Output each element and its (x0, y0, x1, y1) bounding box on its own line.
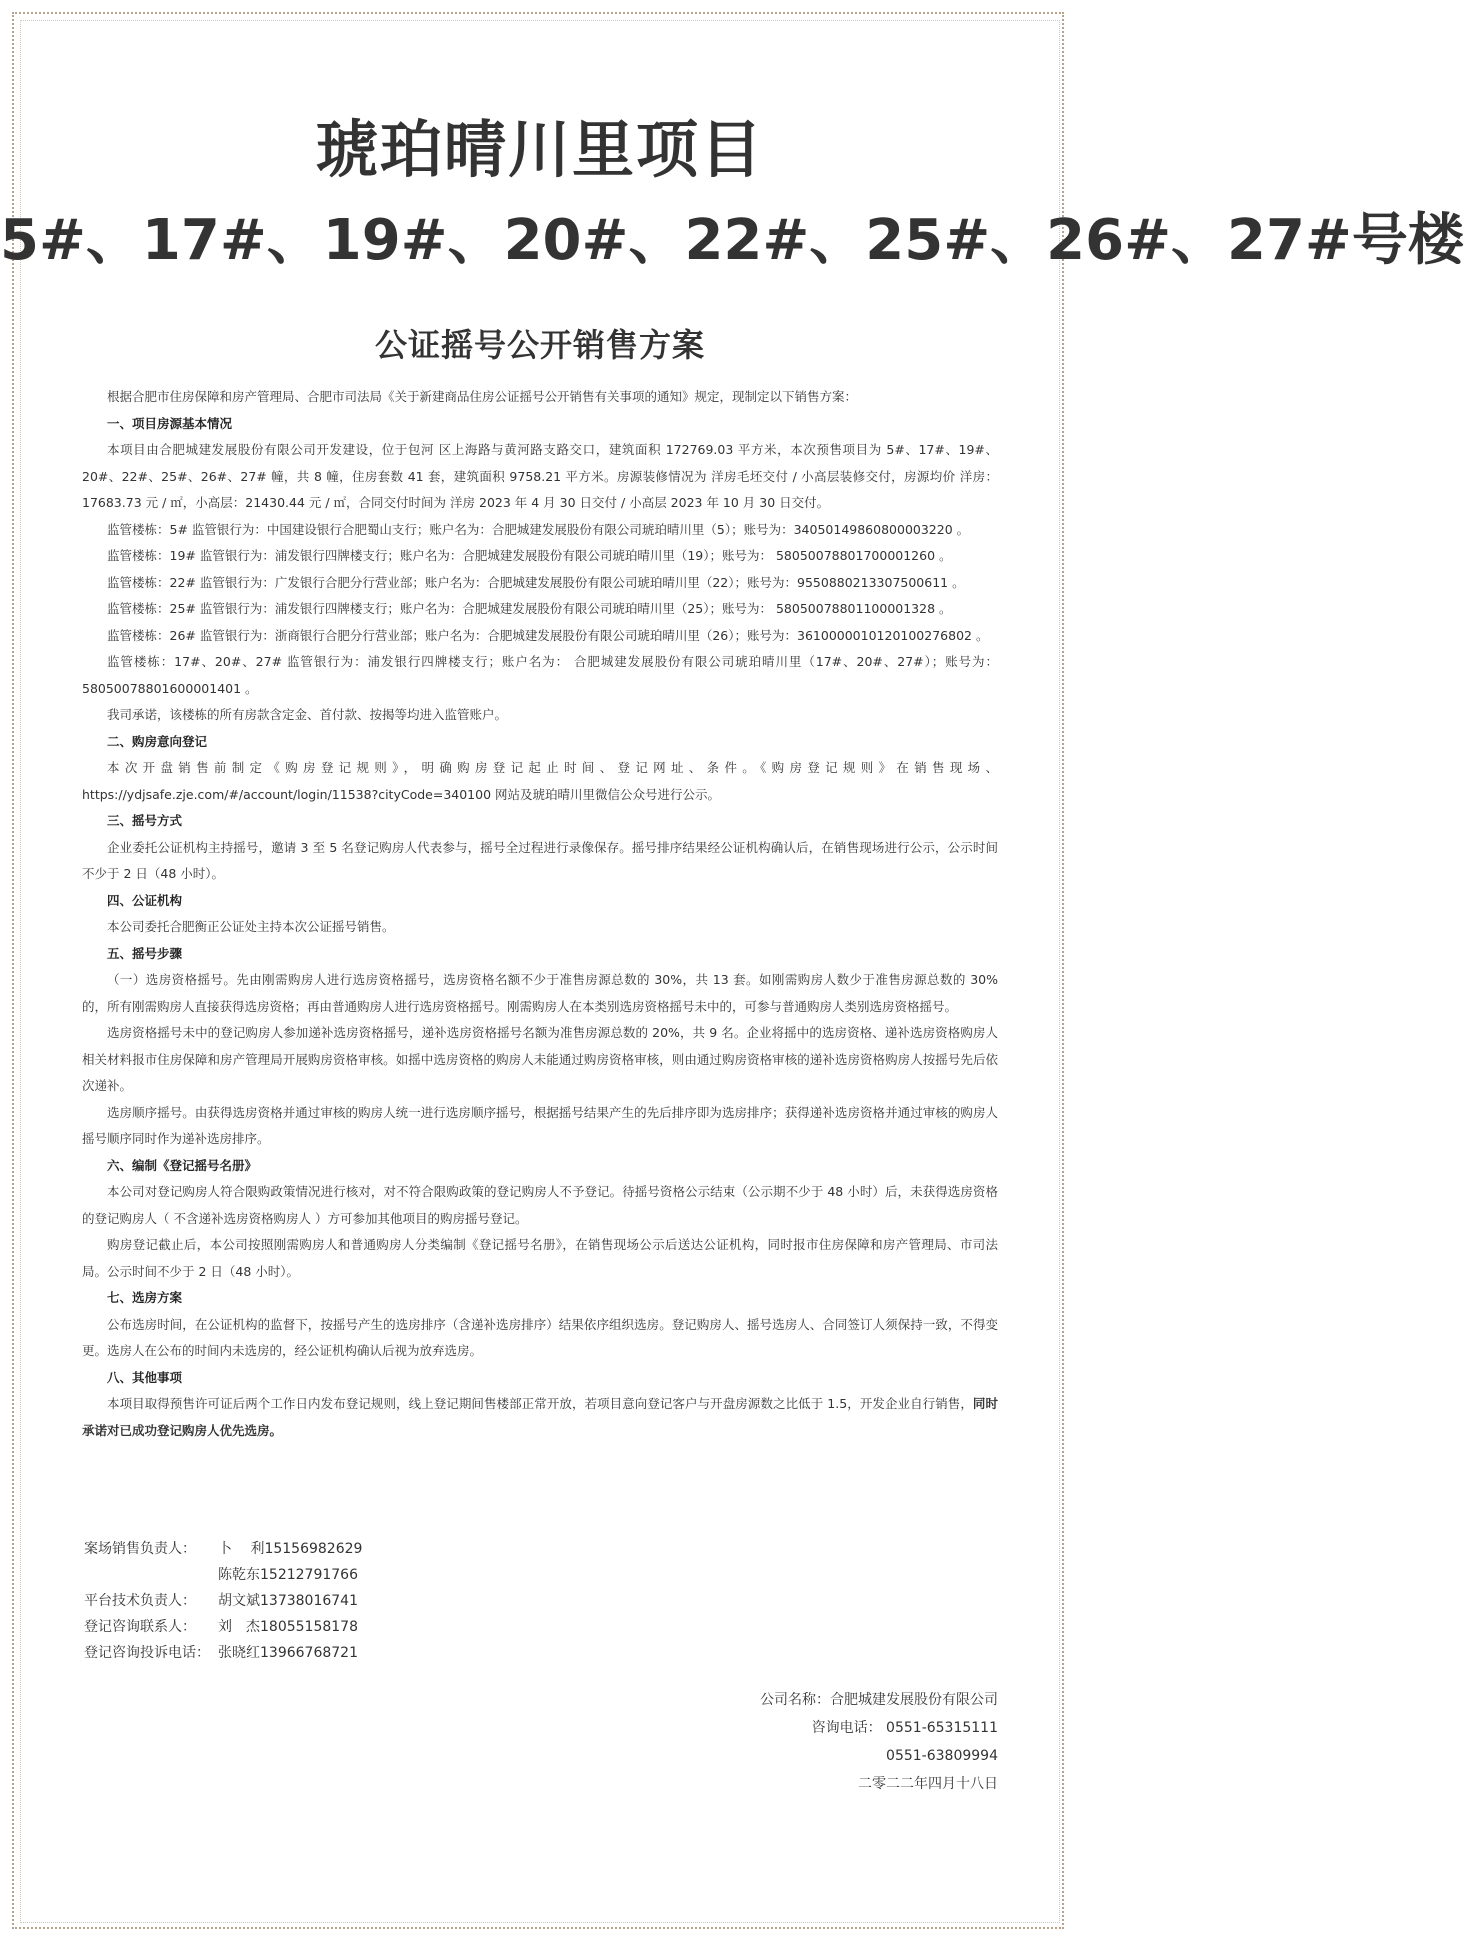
bank-account-line: 监管楼栋：26# 监管银行为：浙商银行合肥分行营业部；账户名为：合肥城建发展股份有限公司琥珀晴川里（26）；账号为：3610000010120100276802 。 (107, 627, 989, 643)
section-heading: 二、购房意向登记 (107, 733, 208, 749)
section-heading: 八、其他事项 (107, 1369, 183, 1385)
contact-list (84, 1536, 484, 1666)
section-heading: 三、摇号方式 (107, 813, 183, 828)
document-body (82, 384, 998, 1444)
section-paragraph: 本公司对登记购房人符合限购政策情况进行核对，对不符合限购政策的登记购房人不予登记。待摇号资格公示结束（公示期不少于 48 小时）后，未获得选房资格的登记购房人（ 不含递补选房资格购房人 ）方可参加其他项目的购房摇号登记。 (82, 1184, 998, 1226)
contact-label: 平台技术负责人： (84, 1593, 196, 1609)
contact-value: 胡文斌13738016741 (218, 1593, 358, 1609)
contact-value: 卜 利15156982629 (218, 1541, 363, 1557)
project-title: 琥珀晴川里项目 (315, 113, 764, 186)
other-matters-text: 本项目取得预售许可证后两个工作日内发布登记规则，线上登记期间售楼部正常开放，若项目意向登记客户与开盘房源数之比低于 1.5，开发企业自行销售， (107, 1396, 973, 1411)
section-heading: 四、公证机构 (107, 892, 183, 908)
intro-paragraph: 根据合肥市住房保障和房产管理局、合肥市司法局《关于新建商品住房公证摇号公开销售有关事项的通知》规定，现制定以下销售方案： (107, 389, 858, 404)
section-paragraph: 企业委托公证机构主持摇号，邀请 3 至 5 名登记购房人代表参与，摇号全过程进行录像保存。摇号排序结果经公证机构确认后，在销售现场进行公示，公示时间不少于 2 日（48 小时）。 (82, 839, 998, 881)
building-numbers-title: 5#、17#、19#、20#、22#、25#、26#、27#号楼 (0, 208, 1464, 273)
priority-commitment-text: 同时承诺对已成功登记购房人优先选房。 (82, 1396, 998, 1438)
contact-row (84, 1562, 484, 1588)
bank-account-line: 监管楼栋：19# 监管银行为：浦发银行四牌楼支行；账户名为：合肥城建发展股份有限公司琥珀晴川里（19）；账号为： 58050078801700001260 。 (107, 548, 952, 563)
section-paragraph: （一）选房资格摇号。先由刚需购房人进行选房资格摇号，选房资格名额不少于准售房源总数的 30%，共 13 套。如刚需购房人数少于准售房源总数的 30% 的，所有刚需购房人直接获得选房资格；再由普通购房人进行选房资格摇号。刚需购房人在本类别选房资格摇号未中的，可参与普通购房人类别选房资格摇号。 (82, 972, 998, 1014)
contact-value: 陈乾东15212791766 (218, 1567, 358, 1583)
document-subtitle: 公证摇号公开销售方案 (374, 326, 705, 364)
bank-account-line: 监管楼栋：25# 监管银行为：浦发银行四牌楼支行；账户名为：合肥城建发展股份有限公司琥珀晴川里（25）；账号为： 58050078801100001328 。 (107, 601, 952, 616)
issue-date: 二零二二年四月十八日 (858, 1776, 998, 1792)
contact-row (84, 1536, 484, 1562)
contact-row (84, 1614, 484, 1640)
consult-phone: 咨询电话： 0551-65315111 (811, 1720, 998, 1736)
section-paragraph: 本次开盘销售前制定《购房登记规则》，明确购房登记起止时间、登记网址、条件。《购房登记规则》在销售现场、https://ydjsafe.zje.com/#/account/login/11538?cityCode=340100 网站及琥珀晴川里微信公众号进行公示。 (82, 760, 998, 802)
section-paragraph: 本公司委托合肥衡正公证处主持本次公证摇号销售。 (107, 919, 395, 934)
section-heading: 六、编制《登记摇号名册》 (107, 1157, 258, 1173)
bank-account-line: 监管楼栋：17#、20#、27# 监管银行为：浦发银行四牌楼支行；账户名为： 合肥城建发展股份有限公司琥珀晴川里（17#、20#、27#）；账号为：58050078801600001401 。 (82, 654, 998, 696)
company-signature-block (578, 1686, 998, 1798)
section-paragraph: 本项目由合肥城建发展股份有限公司开发建设，位于包河 区上海路与黄河路支路交口，建筑面积 172769.03 平方米，本次预售项目为 5#、17#、19#、20#、22#、25#、26#、27# 幢，共 8 幢，住房套数 41 套，建筑面积 9758.21 平方米。房源装修情况为 洋房毛坯交付 / 小高层装修交付，房源均价 洋房：17683.73 元 / ㎡，小高层：21430.44 元 / ㎡，合同交付时间为 洋房 2023 年 4 月 30 日交付 / 小高层 2023 年 10 月 30 日交付。 (82, 442, 998, 510)
contact-row (84, 1588, 484, 1614)
contact-label: 登记咨询联系人： (84, 1619, 196, 1635)
consult-phone-2: 0551-63809994 (886, 1748, 998, 1764)
contact-label: 案场销售负责人： (84, 1541, 196, 1557)
company-name: 公司名称：合肥城建发展股份有限公司 (760, 1692, 998, 1708)
section-paragraph: 我司承诺，该楼栋的所有房款含定金、首付款、按揭等均进入监管账户。 (107, 707, 508, 722)
section-paragraph: 购房登记截止后，本公司按照刚需购房人和普通购房人分类编制《登记摇号名册》，在销售现场公示后送达公证机构，同时报市住房保障和房产管理局、市司法局。公示时间不少于 2 日（48 小时）。 (82, 1237, 998, 1279)
section-heading: 七、选房方案 (107, 1290, 183, 1305)
section-paragraph: 公布选房时间，在公证机构的监督下，按摇号产生的选房排序（含递补选房排序）结果依序组织选房。登记购房人、摇号选房人、合同签订人须保持一致，不得变更。选房人在公布的时间内未选房的，经公证机构确认后视为放弃选房。 (82, 1316, 998, 1358)
contact-label: 登记咨询投诉电话： (84, 1645, 210, 1661)
contact-value: 张晓红13966768721 (218, 1645, 358, 1661)
bank-account-line: 监管楼栋：5# 监管银行为：中国建设银行合肥蜀山支行；账户名为：合肥城建发展股份有限公司琥珀晴川里（5）；账号为：34050149860800003220 。 (107, 521, 970, 537)
section-paragraph: 选房资格摇号未中的登记购房人参加递补选房资格摇号，递补选房资格摇号名额为准售房源总数的 20%，共 9 名。企业将摇中的选房资格、递补选房资格购房人相关材料报市住房保障和房产管理局开展购房资格审核。如摇中选房资格的购房人未能通过购房资格审核，则由通过购房资格审核的递补选房资格购房人按摇号先后依次递补。 (82, 1025, 998, 1093)
contact-label (84, 1562, 218, 1588)
bank-account-line: 监管楼栋：22# 监管银行为：广发银行合肥分行营业部；账户名为：合肥城建发展股份有限公司琥珀晴川里（22）；账号为：9550880213307500611 。 (107, 574, 965, 590)
contact-row (84, 1640, 484, 1666)
section-paragraph: 选房顺序摇号。由获得选房资格并通过审核的购房人统一进行选房顺序摇号，根据摇号结果产生的先后排序即为选房排序；获得递补选房资格并通过审核的购房人摇号顺序同时作为递补选房排序。 (82, 1104, 998, 1146)
contact-value: 刘 杰18055158178 (218, 1619, 358, 1635)
section-heading: 一、项目房源基本情况 (107, 415, 233, 431)
section-heading: 五、摇号步骤 (107, 945, 183, 961)
section-paragraph (82, 1391, 998, 1444)
